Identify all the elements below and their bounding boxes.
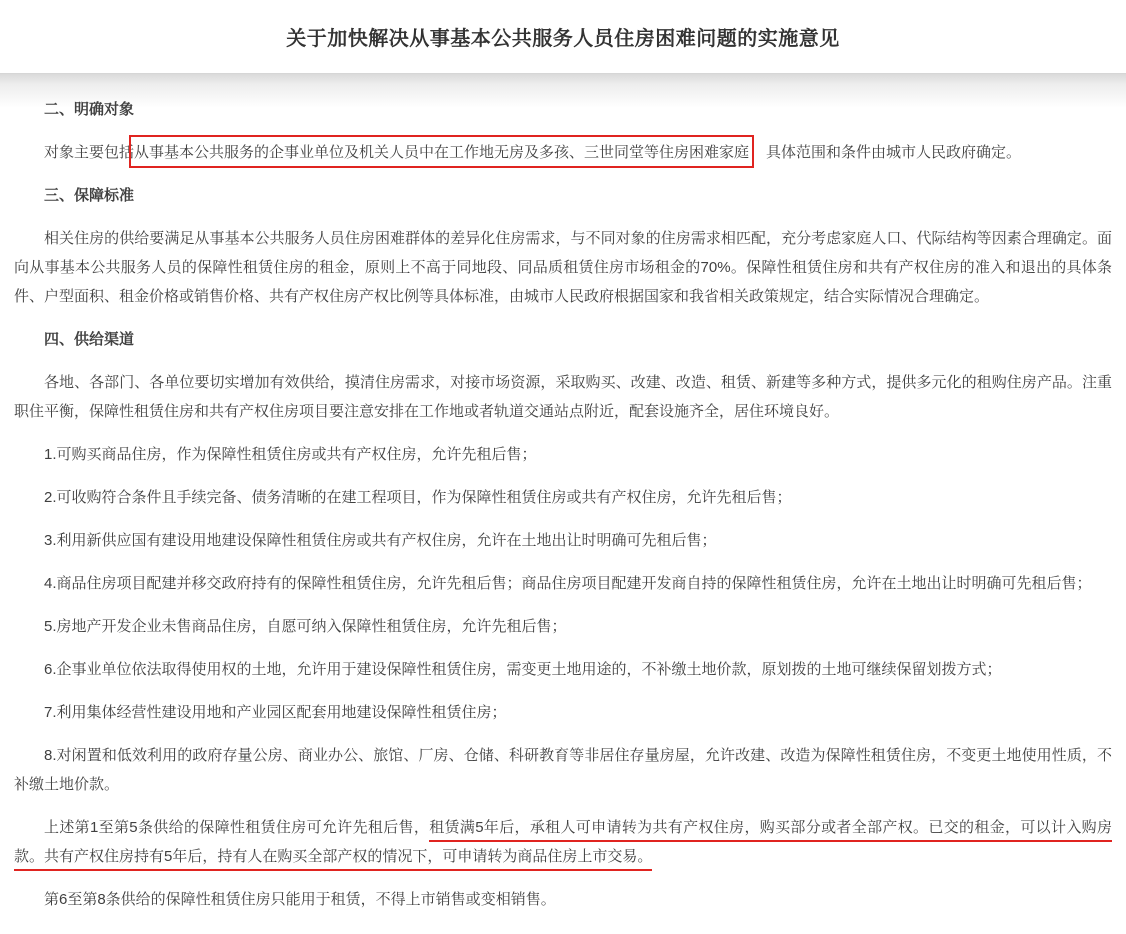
paragraph-section2 [14,138,1112,167]
list-item-1: 1.可购买商品住房，作为保障性租赁住房或共有产权住房，允许先租后售； [44,446,537,463]
red-box-annotation: 从事基本公共服务的企事业单位及机关人员中在工作地无房及多孩、三世同堂等住房困难家庭 [129,135,754,168]
list-item-7: 7.利用集体经营性建设用地和产业园区配套用地建设保障性租赁住房； [44,704,507,721]
list-item-2: 2.可收购符合条件且手续完备、债务清晰的在建工程项目，作为保障性租赁住房或共有产权住房，允许先租后售； [44,489,792,506]
paragraph-final: 第6至第8条供给的保障性租赁住房只能用于租赁，不得上市销售或变相销售。 [44,891,556,908]
paragraph-summary [14,813,1112,871]
red-underline-annotation: 租赁满5年后，承租人可申请转为共有产权住房，购买部分或者全部产权。已交的租金，可以计入购房款。共有产权住房持有5年后，持有人在购买全部产权的情况下，可申请转为商品住房上市交易。 [14,819,1112,871]
section2-text-after-box: 具体范围和条件由城市人民政府确定。 [766,144,1022,161]
paragraph-section3: 相关住房的供给要满足从事基本公共服务人员住房困难群体的差异化住房需求，与不同对象的住房需求相匹配，充分考虑家庭人口、代际结构等因素合理确定。面向从事基本公共服务人员的保障性租赁住房的租金，原则上不高于同地段、同品质租赁住房市场租金的70%。保障性租赁住房和共有产权住房的准入和退出的具体条件、户型面积、租金价格或销售价格、共有产权住房产权比例等具体标准，由城市人民政府根据国家和我省相关政策规定，结合实际情况合理确定。 [14,230,1112,305]
list-item-8: 8.对闲置和低效利用的政府存量公房、商业办公、旅馆、厂房、仓储、科研教育等非居住存量房屋，允许改建、改造为保障性租赁住房，不变更土地使用性质，不补缴土地价款。 [14,747,1112,793]
document-header [0,0,1126,73]
list-item-6: 6.企事业单位依法取得使用权的土地，允许用于建设保障性租赁住房，需变更土地用途的，不补缴土地价款，原划拨的土地可继续保留划拨方式； [44,661,1002,678]
summary-text-before-underline: 上述第1至第5条供给的保障性租赁住房可允许先租后售， [44,819,430,836]
list-item-4: 4.商品住房项目配建并移交政府持有的保障性租赁住房，允许先租后售；商品住房项目配建开发商自持的保障性租赁住房，允许在土地出让时明确可先租后售； [44,575,1092,592]
section2-text-before-box: 对象主要包括 [44,144,135,161]
section-heading-3: 三、保障标准 [44,187,135,204]
list-item-5: 5.房地产开发企业未售商品住房，自愿可纳入保障性租赁住房，允许先租后售； [44,618,567,635]
list-item-3: 3.利用新供应国有建设用地建设保障性租赁住房或共有产权住房，允许在土地出让时明确可先租后售； [44,532,717,549]
paragraph-section4-intro: 各地、各部门、各单位要切实增加有效供给，摸清住房需求，对接市场资源，采取购买、改建、改造、租赁、新建等多种方式，提供多元化的租购住房产品。注重职住平衡，保障性租赁住房和共有产权住房项目要注意安排在工作地或者轨道交通站点附近，配套设施齐全，居住环境良好。 [14,374,1112,420]
document-body [0,73,1126,926]
section-heading-2: 二、明确对象 [44,101,135,118]
page-title: 关于加快解决从事基本公共服务人员住房困难问题的实施意见 [286,28,840,50]
section-heading-4: 四、供给渠道 [44,331,135,348]
